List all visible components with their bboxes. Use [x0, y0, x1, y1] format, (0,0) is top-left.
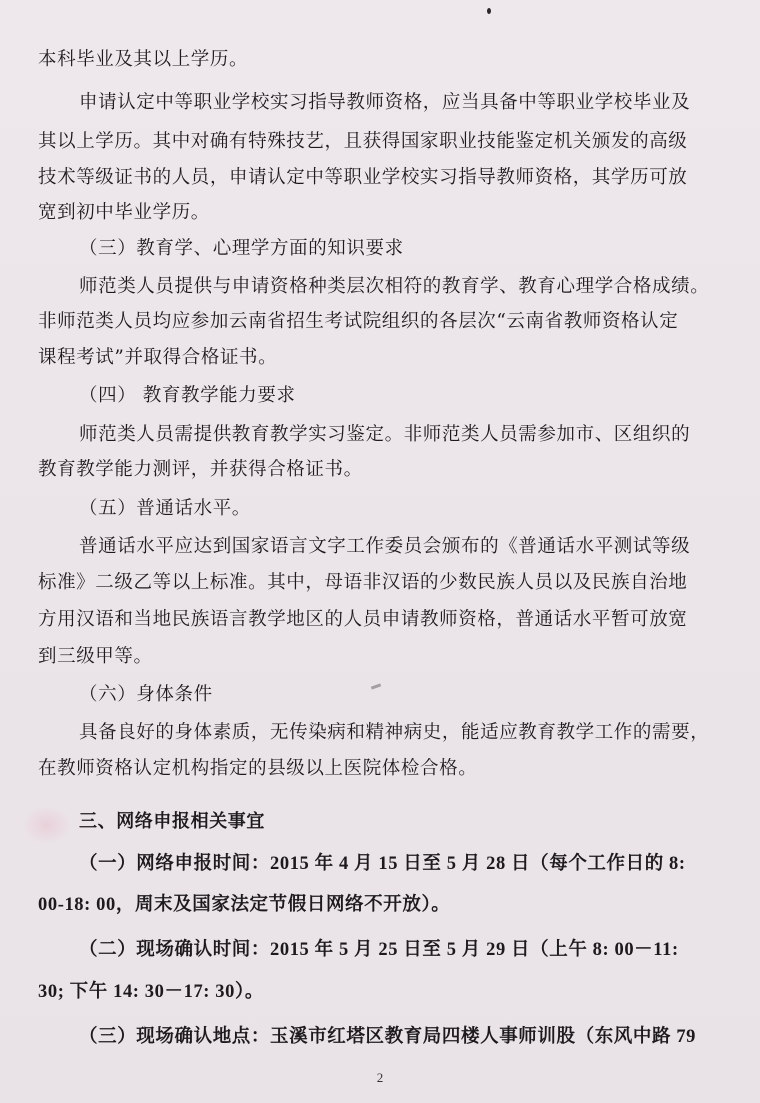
- text-line: （三）现场确认地点：玉溪市红塔区教育局四楼人事师训股（东风中路 79: [79, 1027, 697, 1047]
- text-line: 在教师资格认定机构指定的县级以上医院体检合格。: [38, 758, 478, 779]
- subheading: （三）教育学、心理学方面的知识要求: [79, 238, 404, 259]
- scan-mark: [371, 683, 381, 689]
- text-line: 30; 下午 14: 30－17: 30）。: [38, 982, 264, 1002]
- text-line: 课程考试”并取得合格证书。: [38, 347, 278, 368]
- text-line: 本科毕业及其以上学历。: [38, 49, 249, 70]
- text-line: 教育教学能力测评，并获得合格证书。: [38, 459, 363, 480]
- text-line: 技术等级证书的人员，申请认定中等职业学校实习指导教师资格，其学历可放: [38, 167, 688, 188]
- text-line: 师范类人员需提供教育教学实习鉴定。非师范类人员需参加市、区组织的: [79, 424, 691, 445]
- text-line: 师范类人员提供与申请资格种类层次相符的教育学、教育心理学合格成绩。: [79, 276, 710, 297]
- text-line: 标准》二级乙等以上标准。其中，母语非汉语的少数民族人员以及民族自治地: [38, 572, 688, 593]
- subheading: （五）普通话水平。: [79, 498, 251, 519]
- text-line: 00-18: 00，周末及国家法定节假日网络不开放）。: [38, 895, 451, 915]
- scan-smudge: [22, 805, 72, 845]
- subheading: （六）身体条件: [79, 684, 213, 705]
- text-line: 非师范类人员均应参加云南省招生考试院组织的各层次“云南省教师资格认定: [38, 311, 679, 332]
- text-line: 普通话水平应达到国家语言文字工作委员会颁布的《普通话水平测试等级: [79, 536, 691, 557]
- page-number: 2: [376, 1070, 384, 1085]
- text-line: （二）现场确认时间：2015 年 5 月 25 日至 5 月 29 日（上午 8: 00－11:: [79, 940, 679, 960]
- subheading: （四） 教育教学能力要求: [79, 385, 296, 406]
- section-heading: 三、网络申报相关事宜: [79, 811, 265, 832]
- scan-speck: [487, 8, 491, 14]
- text-line: 申请认定中等职业学校实习指导教师资格，应当具备中等职业学校毕业及: [79, 92, 691, 113]
- text-line: 方用汉语和当地民族语言教学地区的人员申请教师资格，普通话水平暂可放宽: [38, 609, 688, 630]
- text-line: 具备良好的身体素质，无传染病和精神病史，能适应教育教学工作的需要，: [79, 722, 710, 743]
- text-line: 宽到初中毕业学历。: [38, 202, 210, 223]
- text-line: 其以上学历。其中对确有特殊技艺，且获得国家职业技能鉴定机关颁发的高级: [38, 131, 688, 152]
- text-line: （一）网络申报时间：2015 年 4 月 15 日至 5 月 28 日（每个工作日的 8:: [79, 854, 686, 874]
- text-line: 到三级甲等。: [38, 646, 153, 667]
